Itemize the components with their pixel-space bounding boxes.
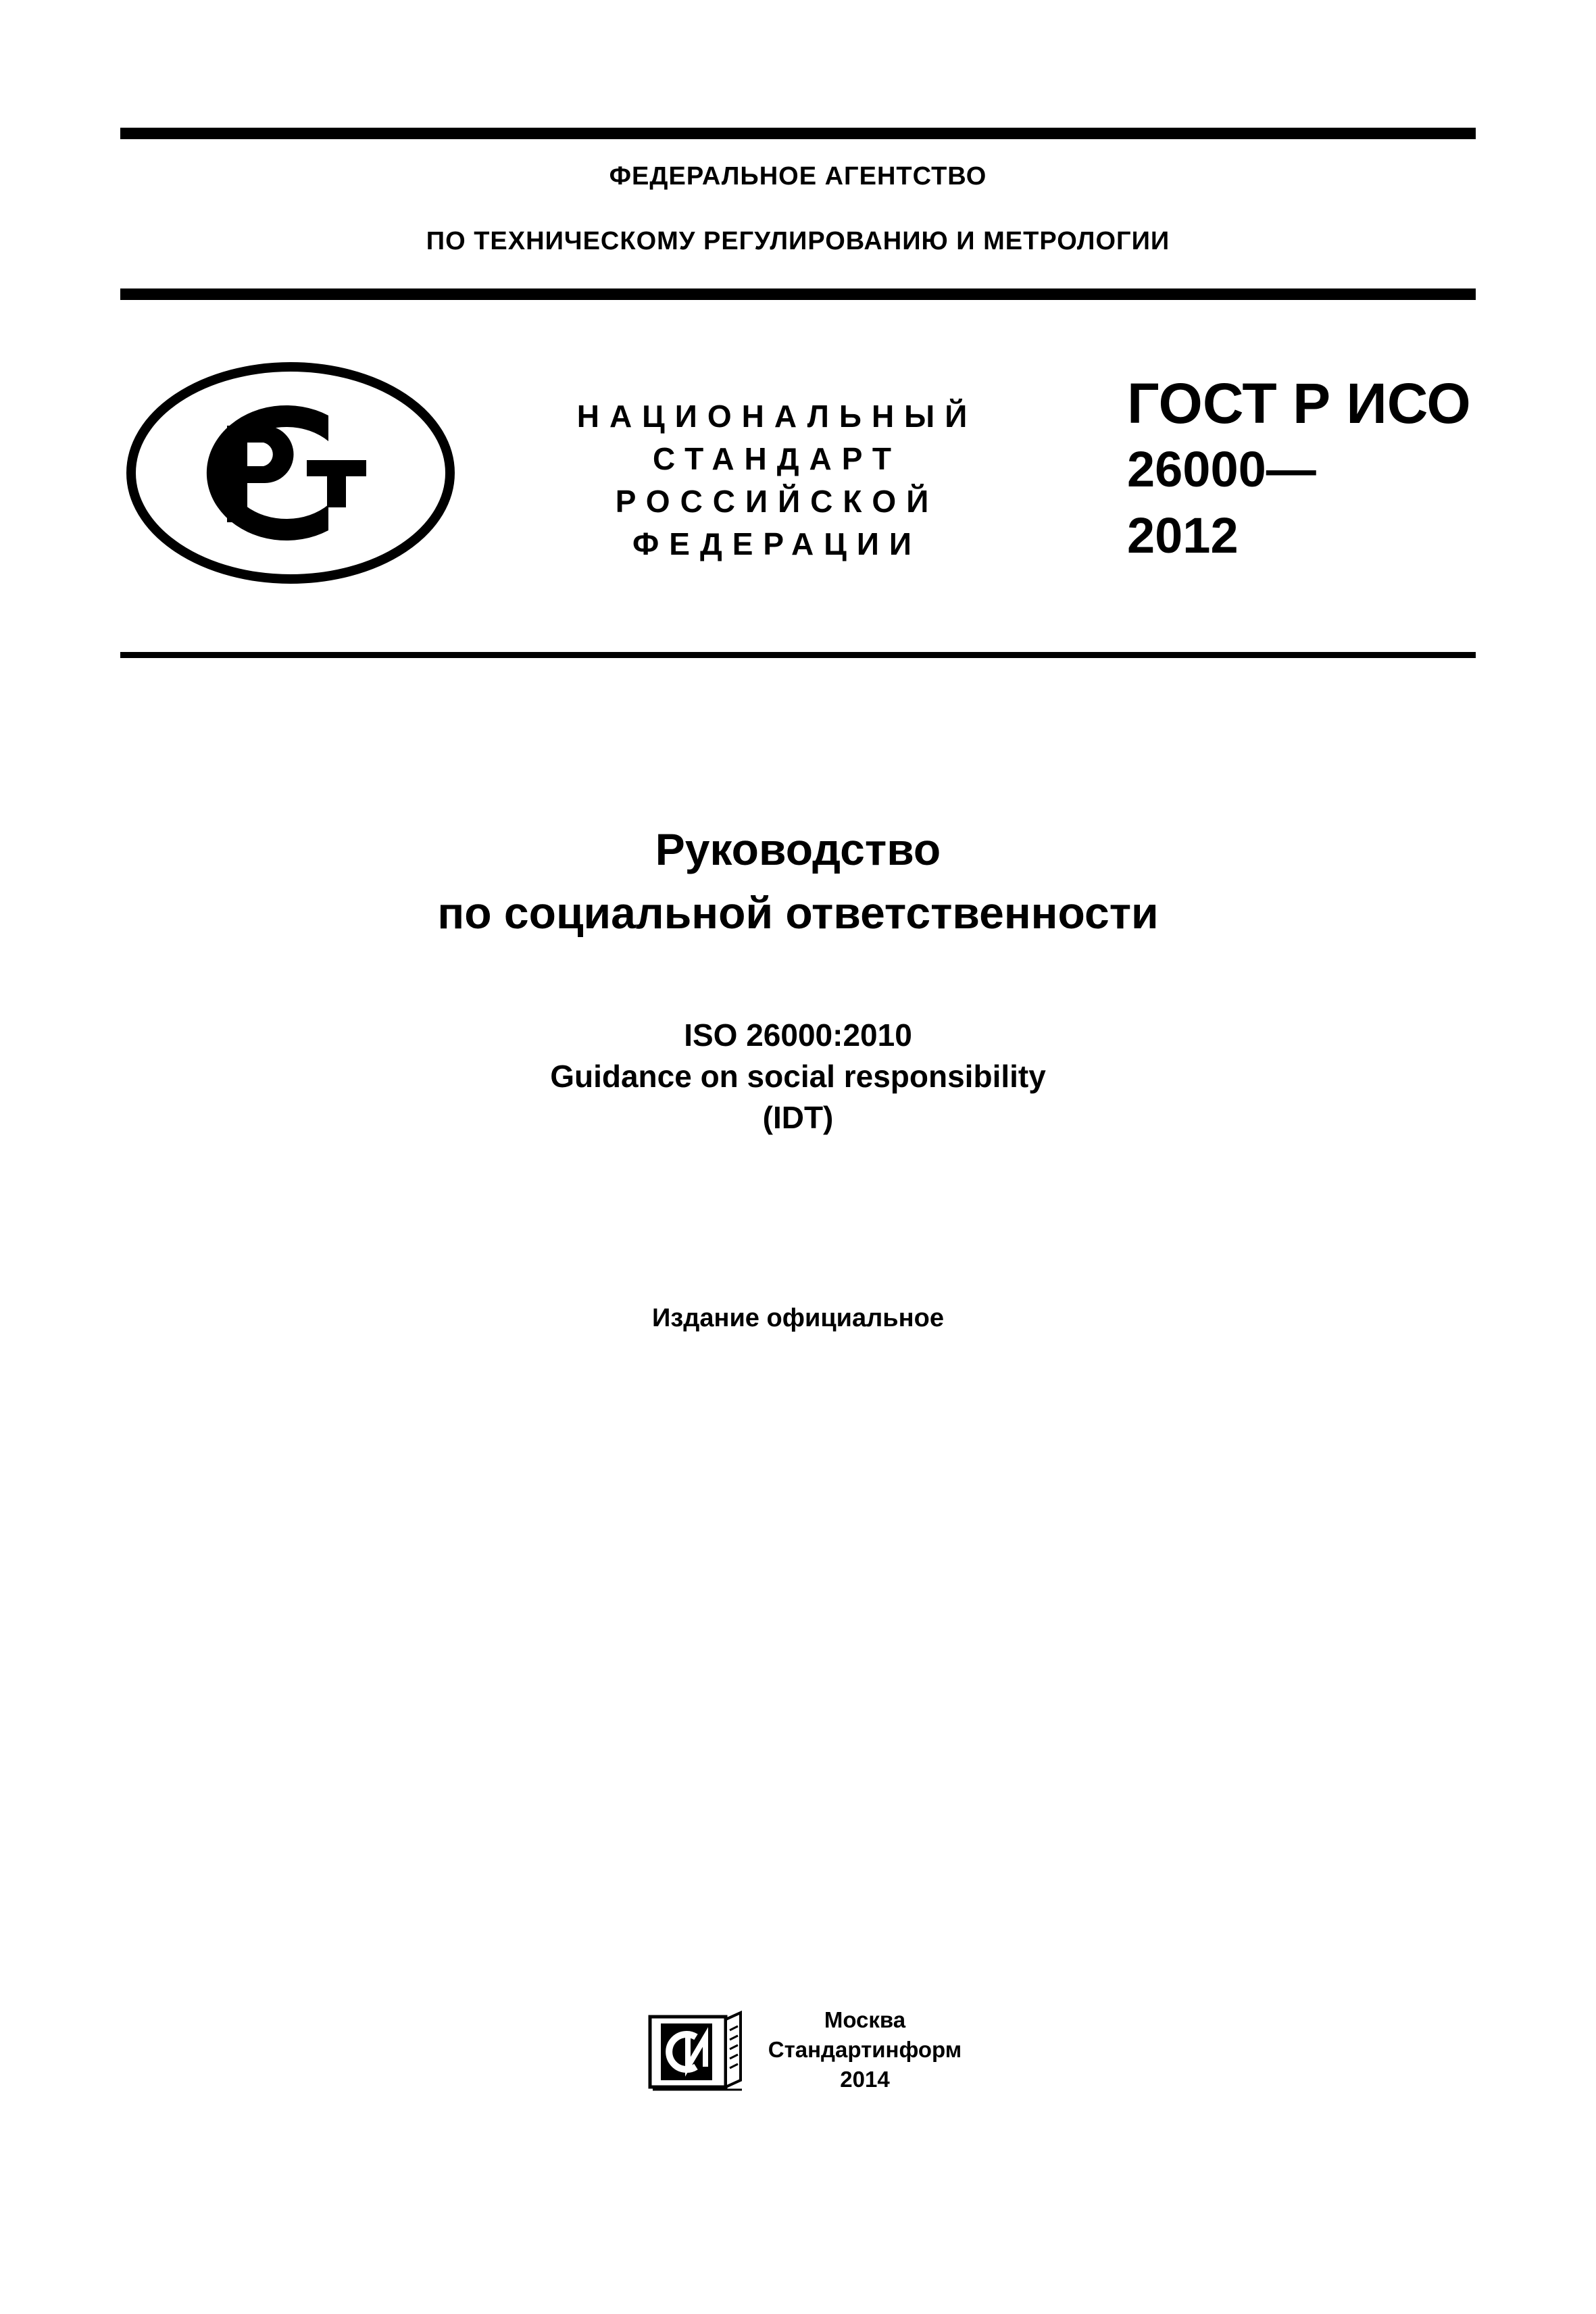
national-label-line-4: ФЕДЕРАЦИИ [632,526,922,561]
lower-rule [120,652,1476,658]
iso-equivalence: (IDT) [762,1100,834,1135]
standard-designation [1127,370,1471,569]
publisher-name: Стандартинформ [768,2037,962,2062]
rst-certification-mark-icon [126,361,455,584]
national-label-line-1: НАЦИОНАЛЬНЫЙ [576,399,978,434]
designation-line-1: ГОСТ Р ИСО [1127,372,1471,435]
publisher-block [764,2005,966,2094]
title-line-2: по социальной ответственности [437,888,1159,938]
iso-code: ISO 26000:2010 [684,1017,912,1053]
iso-english-title: Guidance on social responsibility [550,1059,1046,1094]
iso-reference [120,1015,1476,1138]
designation-year: 2012 [1127,507,1239,563]
national-label-line-3: РОССИЙСКОЙ [615,484,939,519]
agency-name-line-1: ФЕДЕРАЛЬНОЕ АГЕНТСТВО [609,162,987,191]
publisher-city: Москва [824,2007,906,2032]
designation-number: 26000— [1127,441,1316,497]
national-standard-label [534,395,1020,565]
national-label-line-2: СТАНДАРТ [653,441,901,476]
middle-thick-rule [120,288,1476,300]
title-line-1: Руководство [655,824,941,874]
agency-name-line-2: ПО ТЕХНИЧЕСКОМУ РЕГУЛИРОВАНИЮ И МЕТРОЛОГИИ [426,227,1170,255]
publisher-year: 2014 [840,2067,890,2092]
document-title [120,818,1476,945]
edition-note: Издание официальное [652,1304,944,1332]
top-thick-rule [120,128,1476,139]
standartinform-logo-icon [647,2010,745,2092]
